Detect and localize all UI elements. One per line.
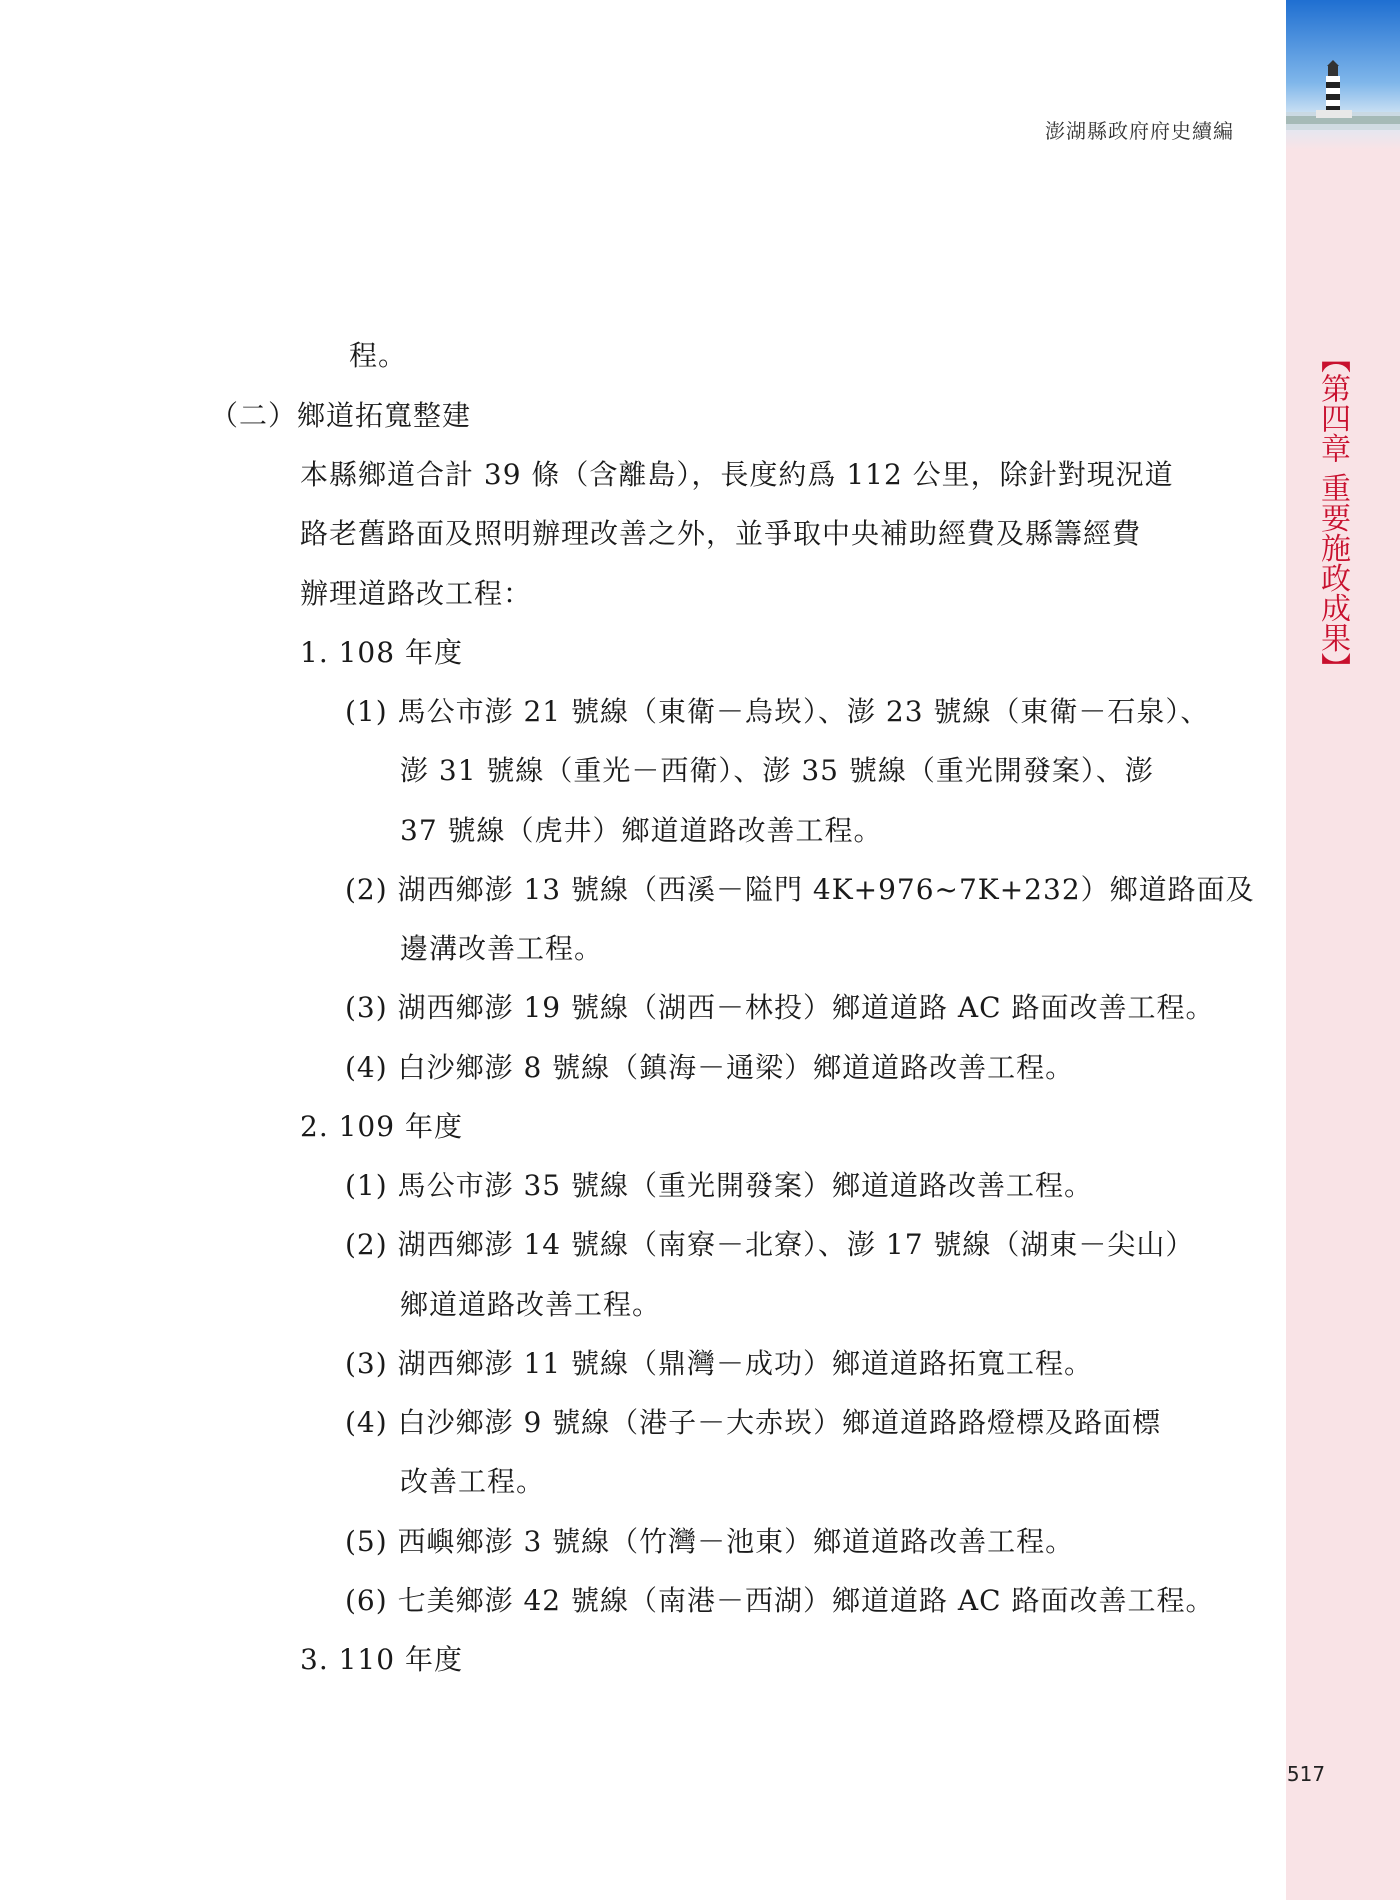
list-item: (3) 湖西鄉澎 11 號線（鼎灣－成功）鄉道道路拓寬工程。 <box>345 1347 1093 1380</box>
intro-line: 路老舊路面及照明辦理改善之外，並爭取中央補助經費及縣籌經費 <box>300 517 1142 550</box>
list-item-continuation: 鄉道道路改善工程。 <box>400 1288 662 1321</box>
list-item-continuation: 37 號線（虎井）鄉道道路改善工程。 <box>400 814 883 847</box>
list-item: (3) 湖西鄉澎 19 號線（湖西－林投）鄉道道路 AC 路面改善工程。 <box>345 991 1215 1024</box>
page-number: 517 <box>1286 1762 1326 1786</box>
year-heading: 2. 109 年度 <box>300 1110 463 1143</box>
chapter-sidebar <box>1286 0 1400 1900</box>
continuation-text: 程。 <box>349 339 408 372</box>
list-item-continuation: 澎 31 號線（重光－西衛）、澎 35 號線（重光開發案）、澎 <box>400 754 1154 787</box>
list-item: (2) 湖西鄉澎 13 號線（西溪－隘門 4K+976~7K+232）鄉道路面及 <box>345 873 1255 906</box>
section-heading: （二）鄉道拓寬整建 <box>210 399 472 432</box>
list-item: (4) 白沙鄉澎 9 號線（港子－大赤崁）鄉道道路路燈標及路面標 <box>345 1406 1162 1439</box>
list-item: (1) 馬公市澎 21 號線（東衛－烏崁）、澎 23 號線（東衛－石泉）、 <box>345 695 1210 728</box>
list-item: (4) 白沙鄉澎 8 號線（鎮海－通梁）鄉道道路改善工程。 <box>345 1051 1075 1084</box>
year-heading: 3. 110 年度 <box>300 1643 463 1676</box>
list-item: (1) 馬公市澎 35 號線（重光開發案）鄉道道路改善工程。 <box>345 1169 1093 1202</box>
list-item: (6) 七美鄉澎 42 號線（南港－西湖）鄉道道路 AC 路面改善工程。 <box>345 1584 1215 1617</box>
list-item-continuation: 改善工程。 <box>400 1465 546 1498</box>
list-item: (2) 湖西鄉澎 14 號線（南寮－北寮）、澎 17 號線（湖東－尖山） <box>345 1228 1195 1261</box>
list-item-continuation: 邊溝改善工程。 <box>400 932 604 965</box>
intro-line: 本縣鄉道合計 39 條（含離島），長度約爲 112 公里，除針對現況道 <box>300 458 1174 491</box>
lighthouse-photo <box>1286 0 1400 150</box>
chapter-tab-label: 【第四章 重要施政成果】 <box>1315 343 1350 683</box>
running-header: 澎湖縣政府府史續編 <box>1045 119 1234 143</box>
year-heading: 1. 108 年度 <box>300 636 463 669</box>
list-item: (5) 西嶼鄉澎 3 號線（竹灣－池東）鄉道道路改善工程。 <box>345 1525 1075 1558</box>
intro-line: 辦理道路改工程： <box>300 577 533 610</box>
